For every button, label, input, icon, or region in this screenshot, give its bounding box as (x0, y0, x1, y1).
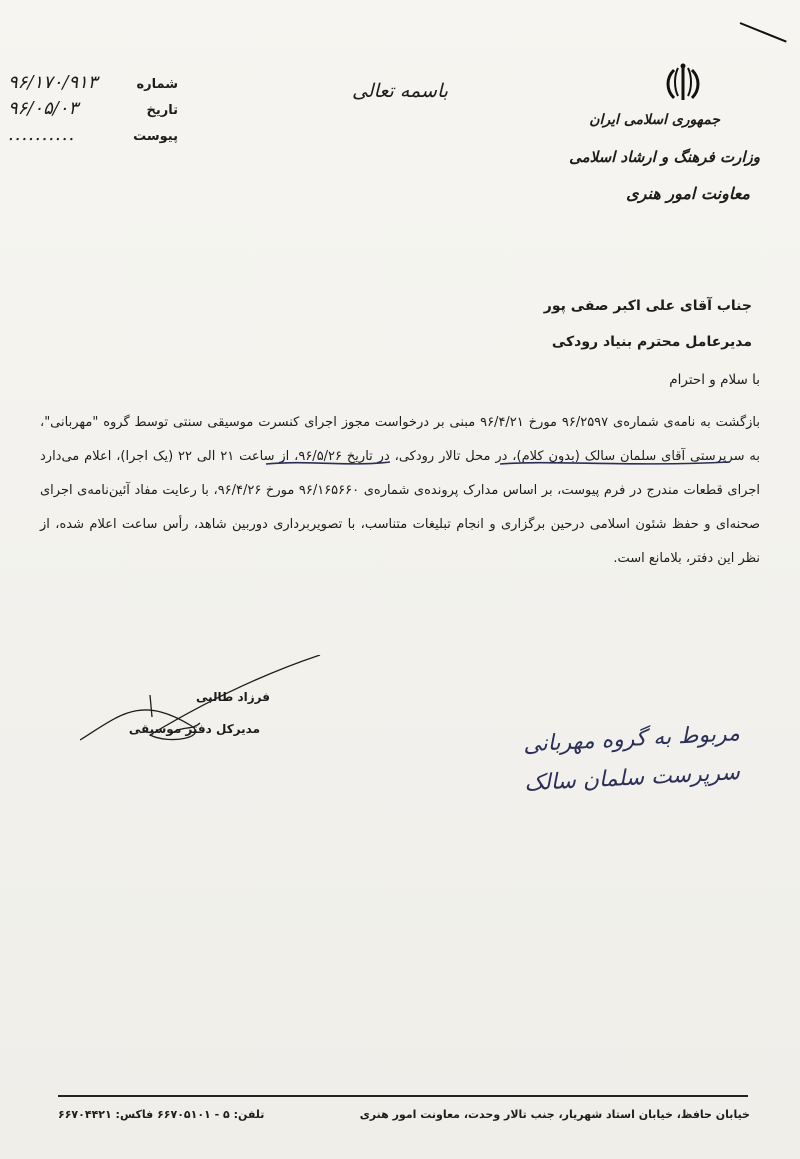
addressee-name: جناب آقای علی اکبر صفی پور (543, 298, 752, 314)
body-paragraph: بازگشت به نامه‌ی شماره‌ی ۹۶/۲۵۹۷ مورخ ۹۶/۴/۲۱ مبنی بر درخواست مجوز اجرای کنسرت موسیقی سنتی توسط گروه "مهربانی"، به سرپرستی آقای سلمان سالک (بدون کلام)، در محل تالار رودکی، در تاریخ ۹۶/۵/۲۶، از ساعت ۲۱ الی ۲۲ (یک اجرا)، اعلام می‌دارد اجرای قطعات مندرج در فرم پیوست، بر اساس مدارک پرونده‌ی شماره‌ی ۹۶/۱۶۵۶۶۰ مورخ ۹۶/۴/۲۶، با رعایت مفاد آئین‌نامه‌ی اجرای صحنه‌ای و حفظ شئون اسلامی درحین برگزاری و انجام تبلیغات متناسب، با تصویربرداری دوربین شاهد، رأس ساعت اعلام شده، از نظر این دفتر، بلامانع است. (40, 415, 760, 566)
number-value: ۹۶/۱۷۰/۹۱۳ (8, 72, 98, 93)
signature-scribble (80, 655, 330, 755)
footer-address: خیابان حافظ، خیابان استاد شهریار، جنب تالار وحدت، معاونت امور هنری (359, 1108, 750, 1121)
footer-divider (58, 1095, 748, 1097)
emblem-icon (660, 60, 706, 106)
attachment-value: .......... (8, 124, 76, 145)
attachment-row (8, 124, 178, 150)
signatory-name: فرزاد طالبی (195, 690, 270, 704)
footer-phone-fax: تلفن: ۵ - ۶۶۷۰۵۱۰۱ فاکس: ۶۶۷۰۴۴۲۱ (58, 1108, 265, 1121)
corner-pen-mark (740, 22, 787, 43)
signatory-title: مدیرکل دفتر موسیقی (128, 722, 260, 736)
country-name: جمهوری اسلامی ایران (589, 112, 720, 128)
addressee-block (352, 288, 752, 360)
date-value: ۹۶/۰۵/۰۳ (8, 98, 79, 119)
handwritten-line-2: سرپرست سلمان سالک (523, 760, 741, 797)
department-name: معاونت امور هنری (626, 184, 750, 203)
attachment-label: پیوست (133, 129, 178, 144)
date-label: تاریخ (146, 103, 178, 118)
handwritten-line-1: مربوط به گروه مهربانی (522, 721, 741, 758)
number-row (8, 72, 178, 98)
handwritten-note (400, 721, 741, 808)
addressee-title: مدیرعامل محترم بنیاد رودکی (551, 334, 752, 350)
bismillah-heading: باسمه تعالی (351, 80, 449, 102)
greeting: با سلام و احترام (669, 372, 760, 388)
letter-meta (8, 72, 178, 150)
number-label: شماره (136, 77, 178, 92)
hand-underline (170, 434, 740, 474)
date-row (8, 98, 178, 124)
organization-block (520, 112, 760, 203)
ministry-name: وزارت فرهنگ و ارشاد اسلامی (569, 148, 760, 166)
